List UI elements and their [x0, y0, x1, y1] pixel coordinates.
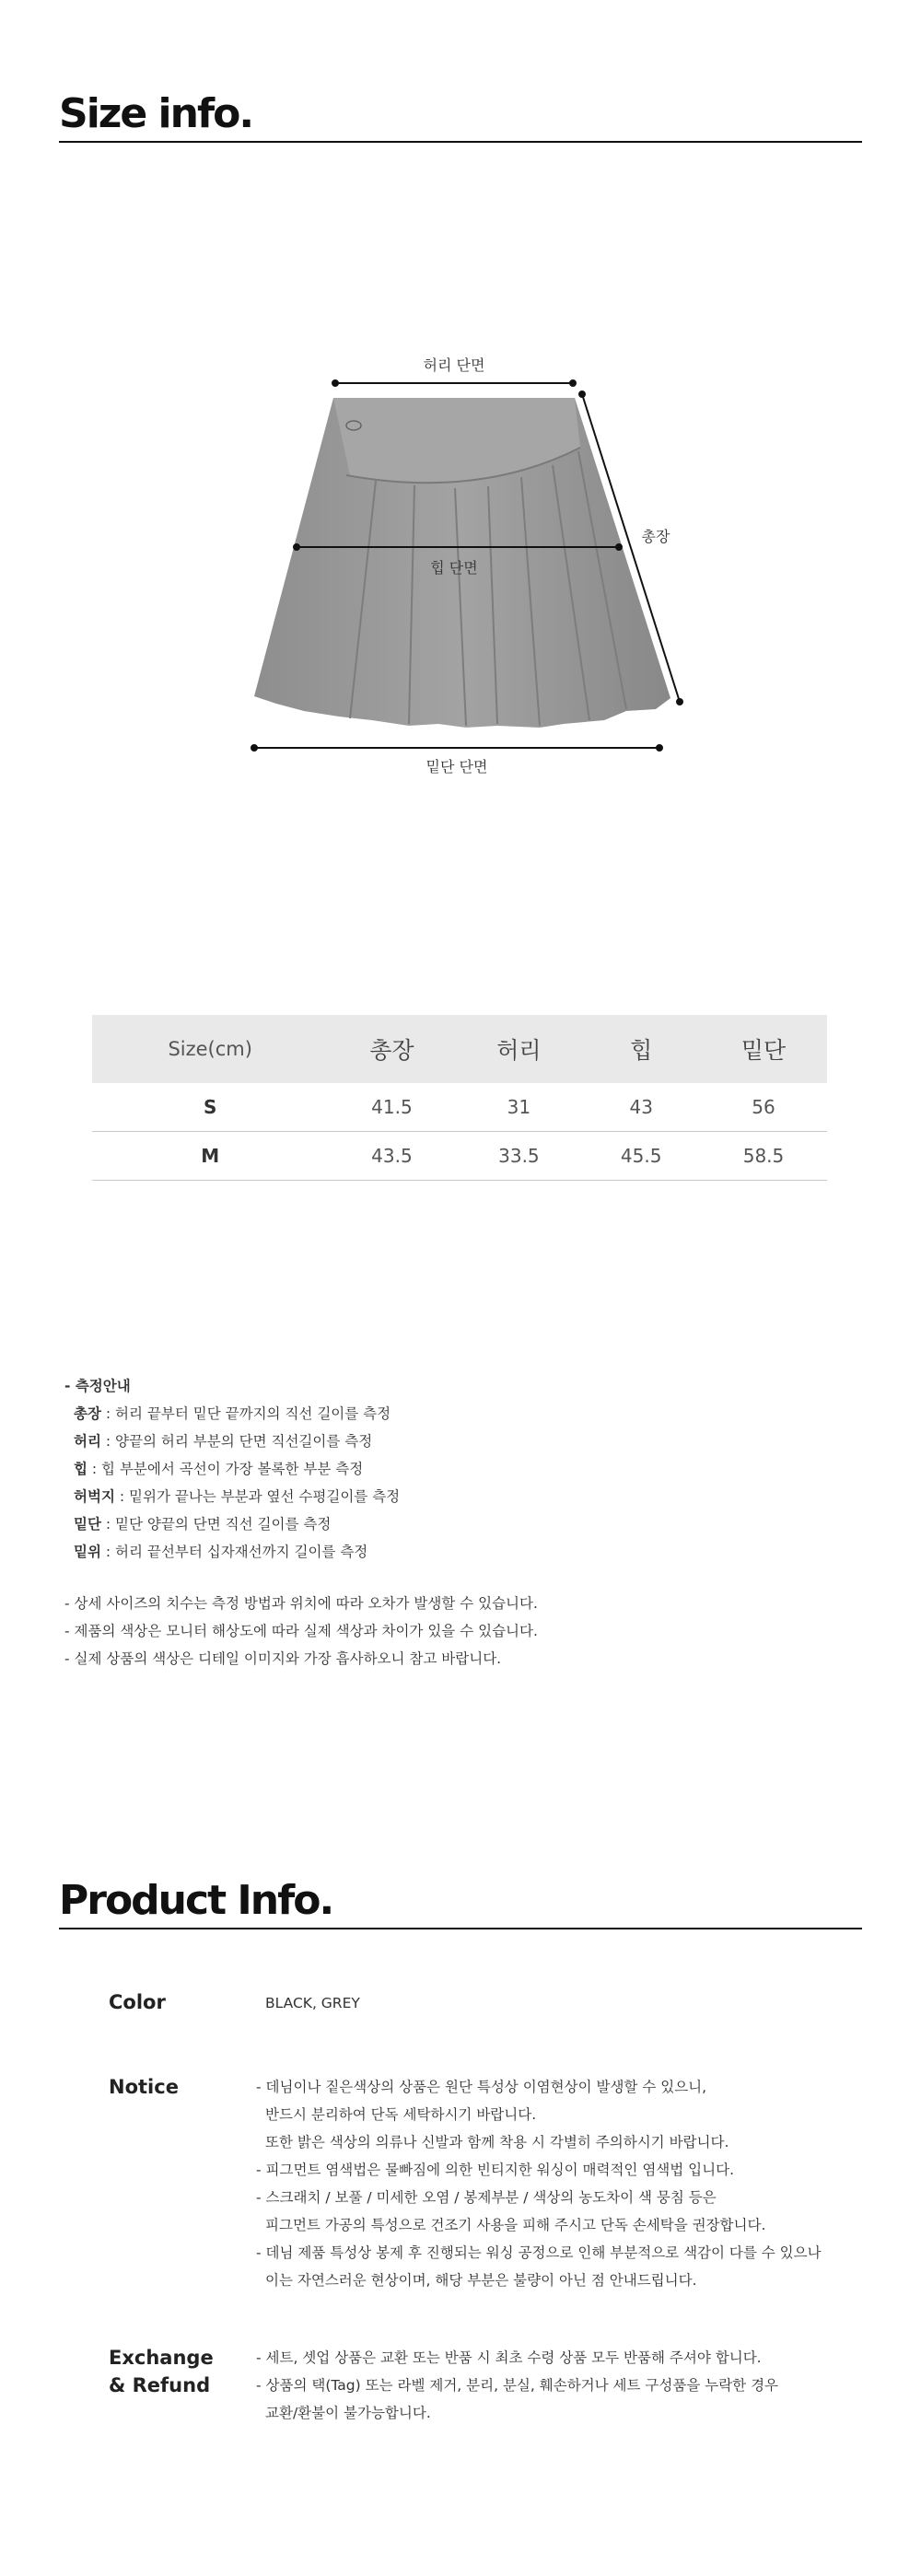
exchange-label-line2: & Refund [109, 2374, 211, 2396]
color-label: Color [109, 1991, 166, 2013]
table-cell: 31 [455, 1083, 582, 1132]
guide-item: 총장 : 허리 끝부터 밑단 끝까지의 직선 길이를 측정 [74, 1405, 391, 1422]
waist-dimension-line [332, 380, 576, 386]
exchange-line: 교환/환불이 불가능합니다. [265, 2405, 431, 2421]
guide-item: 힙 : 힙 부분에서 곡선이 가장 볼록한 부분 측정 [74, 1461, 364, 1477]
length-label: 총장 [641, 528, 670, 545]
notice-line: 반드시 분리하여 단독 세탁하시기 바랍니다. [265, 2106, 537, 2123]
size-info-rule [59, 141, 862, 143]
table-cell: 56 [700, 1083, 827, 1132]
guide-title: - 측정안내 [64, 1378, 131, 1394]
hip-label: 힙 단면 [430, 559, 478, 577]
notice-text [256, 2073, 822, 2294]
notice-line: 피그먼트 가공의 특성으로 건조기 사용을 피해 주시고 단독 손세탁을 권장합니다. [265, 2217, 766, 2233]
header-hem: 밑단 [700, 1015, 827, 1083]
exchange-line: - 세트, 셋업 상품은 교환 또는 반품 시 최초 수령 상품 모두 반품해 주셔야 합니다. [256, 2349, 762, 2366]
guide-note: - 실제 상품의 색상은 디테일 이미지와 가장 흡사하오니 참고 바랍니다. [64, 1650, 502, 1667]
table-cell: 43.5 [328, 1132, 455, 1181]
table-cell: 43 [582, 1083, 700, 1132]
notice-line: - 데님 제품 특성상 봉제 후 진행되는 워싱 공정으로 인해 부분적으로 색감이 다를 수 있으나 [256, 2244, 822, 2261]
size-info-title: Size info. [59, 90, 253, 137]
table-cell: 58.5 [700, 1132, 827, 1181]
header-hip: 힙 [582, 1015, 700, 1083]
hem-dimension-line [251, 745, 662, 751]
notice-line: 또한 밝은 색상의 의류나 신발과 함께 착용 시 각별히 주의하시기 바랍니다. [265, 2134, 729, 2151]
table-row [92, 1083, 827, 1132]
size-cell: M [92, 1132, 328, 1181]
notice-line: - 데님이나 짙은색상의 상품은 원단 특성상 이염현상이 발생할 수 있으니, [256, 2079, 707, 2095]
table-cell: 33.5 [455, 1132, 582, 1181]
guide-item: 밑단 : 밑단 양끝의 단면 직선 길이를 측정 [74, 1516, 332, 1533]
exchange-label-line1: Exchange [109, 2347, 214, 2369]
notice-line: - 피그먼트 염색법은 물빠짐에 의한 빈티지한 워싱이 매력적인 염색법 입니다. [256, 2162, 735, 2178]
table-row [92, 1132, 827, 1181]
skirt-diagram [0, 332, 921, 792]
product-info-rule [59, 1928, 862, 1929]
exchange-line: - 상품의 택(Tag) 또는 라벨 제거, 분리, 분실, 훼손하거나 세트 구성품을 누락한 경우 [256, 2377, 779, 2394]
size-table [92, 1015, 827, 1181]
header-length: 총장 [328, 1015, 455, 1083]
measurement-guide [64, 1372, 538, 1673]
guide-item: 허벅지 : 밑위가 끝나는 부분과 옆선 수평길이를 측정 [74, 1488, 401, 1505]
notice-line: - 스크래치 / 보풀 / 미세한 오염 / 봉제부분 / 색상의 농도차이 색 뭉침 등은 [256, 2189, 717, 2206]
guide-note: - 상세 사이즈의 치수는 측정 방법과 위치에 따라 오차가 발생할 수 있습니다. [64, 1595, 538, 1612]
header-waist: 허리 [455, 1015, 582, 1083]
guide-item: 허리 : 양끝의 허리 부분의 단면 직선길이를 측정 [74, 1433, 373, 1450]
header-size: Size(cm) [92, 1015, 328, 1083]
size-cell: S [92, 1083, 328, 1132]
table-cell: 41.5 [328, 1083, 455, 1132]
notice-line: 이는 자연스러운 현상이며, 해당 부분은 불량이 아닌 점 안내드립니다. [265, 2272, 697, 2289]
table-cell: 45.5 [582, 1132, 700, 1181]
product-info-title: Product Info. [59, 1877, 333, 1924]
size-table-header-row [92, 1015, 827, 1083]
color-value: BLACK, GREY [265, 1995, 360, 2011]
exchange-text [256, 2344, 778, 2427]
guide-item: 밑위 : 허리 끝선부터 십자재선까지 길이를 측정 [74, 1544, 368, 1560]
guide-note: - 제품의 색상은 모니터 해상도에 따라 실제 색상과 차이가 있을 수 있습니다. [64, 1623, 538, 1639]
hem-label: 밑단 단면 [426, 758, 488, 775]
notice-label: Notice [109, 2076, 179, 2098]
waist-label: 허리 단면 [423, 356, 485, 374]
